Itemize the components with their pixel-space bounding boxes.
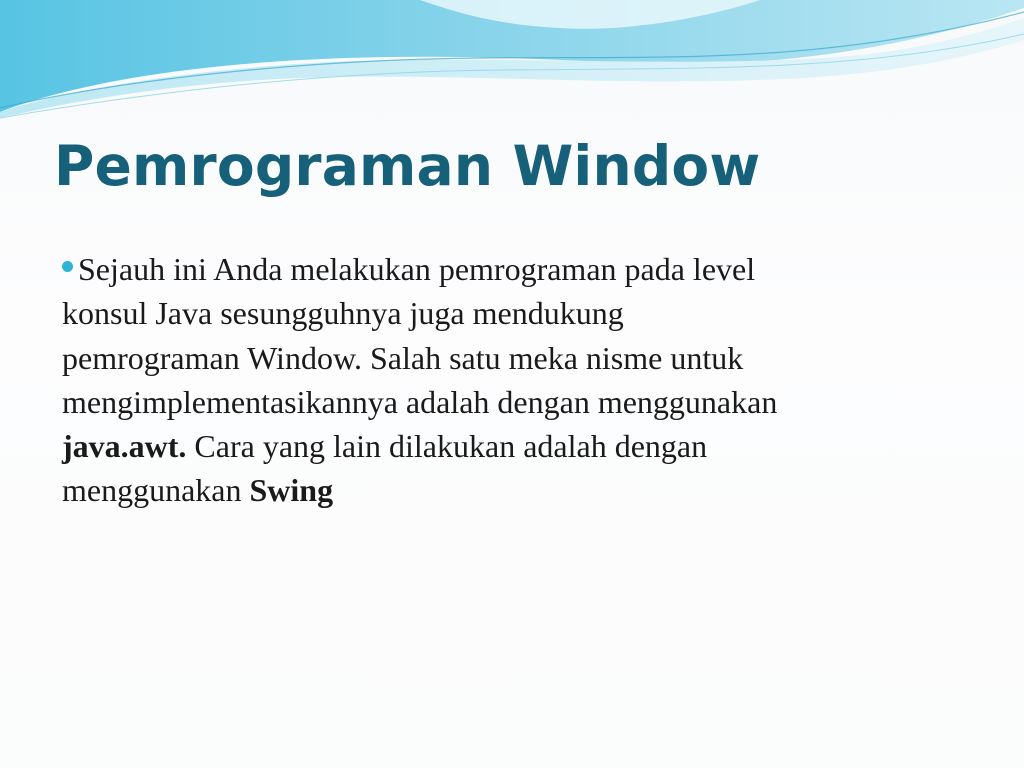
bullet-line-6: menggunakan xyxy=(62,472,250,509)
bullet-line-3: pemrograman Window. Salah satu meka nisme untuk xyxy=(62,339,744,376)
wave-decoration-icon xyxy=(0,0,1024,130)
slide-title: Pemrograman Window xyxy=(54,134,761,198)
bullet-text-block xyxy=(62,247,992,513)
bullet-line-2: konsul Java sesungguhnya juga mendukung xyxy=(62,295,624,332)
bullet-line-4: mengimplementasikannya adalah dengan menggunakan xyxy=(62,383,778,420)
bullet-line-5: Cara yang lain dilakukan adalah dengan xyxy=(186,428,708,465)
bold-term-java-awt: java.awt. xyxy=(62,428,187,465)
bold-term-swing: Swing xyxy=(249,472,334,509)
bullet-dot-icon xyxy=(62,261,73,272)
bullet-line-1: Sejauh ini Anda melakukan pemrograman pada level xyxy=(78,251,756,287)
